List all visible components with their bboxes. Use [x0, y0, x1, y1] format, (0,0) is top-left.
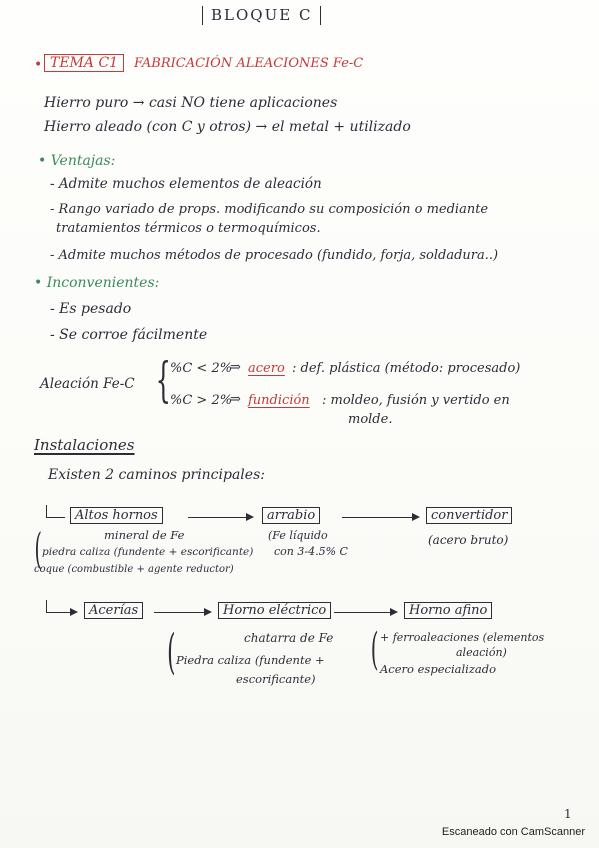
route2-arrow-0 [64, 612, 76, 613]
route2-arrow-2 [334, 612, 396, 613]
route1-input: mineral de Fe [104, 528, 185, 542]
inconvenientes-item: - Se corroe fácilmente [50, 327, 208, 343]
aleacion-brace: { [155, 352, 171, 408]
route2-arrow-1 [154, 612, 210, 613]
scanner-watermark: Escaneado con CamScanner [441, 826, 585, 838]
aleacion-row1-desc: : def. plástica (método: procesado) [292, 361, 521, 376]
ventajas-item: - Admite muchos elementos de aleación [50, 176, 322, 192]
route2-electrico-brace: ( [167, 624, 176, 680]
route1-box-convertidor: convertidor [426, 507, 512, 524]
route2-afino-note: Acero especializado [380, 662, 497, 676]
aleacion-label: Aleación Fe-C [40, 376, 135, 392]
aleacion-row2-desc-cont: molde. [348, 412, 393, 427]
intro-line-1: Hierro puro → casi NO tiene aplicaciones [44, 95, 338, 111]
inconvenientes-heading: • Inconvenientes: [34, 275, 160, 291]
route1-input: piedra caliza (fundente + escorificante) [42, 546, 254, 558]
arrow-implies-icon: ⇒ [230, 360, 241, 375]
intro-line-2: Hierro aleado (con C y otros) → el metal + utilizado [44, 119, 411, 135]
route2-start-hook [46, 600, 65, 613]
route2-afino-note: aleación) [456, 646, 507, 659]
route1-arrow-2 [342, 517, 418, 518]
route1-arrow-1 [188, 517, 252, 518]
topic-bullet: • [34, 57, 43, 73]
route2-afino-note: + ferroaleaciones (elementos [380, 631, 545, 644]
arrow-implies-icon: ⇒ [230, 392, 241, 407]
route1-box-arrabio: arrabio [262, 507, 320, 524]
route2-box-horno-electrico: Horno eléctrico [218, 602, 331, 619]
route1-start-hook [46, 505, 65, 518]
route2-electrico-note: escorificante) [236, 672, 316, 686]
route1-input: coque (combustible + agente reductor) [34, 564, 234, 575]
route2-box-acerias: Acerías [84, 602, 143, 619]
ventajas-heading: • Ventajas: [38, 153, 116, 169]
route1-box-altos-hornos: Altos hornos [70, 507, 163, 524]
aleacion-row2-desc: : moldeo, fusión y vertido en [322, 393, 510, 408]
route2-electrico-note: chatarra de Fe [244, 631, 334, 645]
ventajas-item: - Rango variado de props. modificando su composición o mediante [50, 202, 489, 217]
ventajas-item: tratamientos térmicos o termoquímicos. [56, 221, 321, 236]
ventajas-item: - Admite muchos métodos de procesado (fundido, forja, soldadura..) [50, 248, 499, 263]
aleacion-row2-term: fundición [248, 393, 310, 408]
route2-electrico-note: Piedra caliza (fundente + [176, 653, 325, 667]
topic-code: TEMA C1 [44, 54, 124, 72]
aleacion-row2-cond: %C > 2% [170, 393, 233, 408]
instalaciones-subtitle: Existen 2 caminos principales: [48, 467, 265, 483]
aleacion-row1-cond: %C < 2% [170, 361, 233, 376]
page-number: 1 [564, 807, 572, 821]
route1-arrabio-note: con 3-4.5% C [274, 545, 348, 558]
route2-afino-brace: ( [370, 624, 379, 675]
instalaciones-heading: Instalaciones [34, 436, 135, 454]
block-title: BLOQUE C [202, 6, 321, 25]
route1-convertidor-note: (acero bruto) [428, 533, 509, 547]
topic-title: FABRICACIÓN ALEACIONES Fe-C [134, 56, 364, 71]
route2-box-horno-afino: Horno afino [404, 602, 492, 619]
aleacion-row1-term: acero [248, 361, 285, 376]
route1-inputs-brace: ( [34, 524, 42, 573]
route1-arrabio-note: (Fe líquido [268, 529, 328, 542]
inconvenientes-item: - Es pesado [50, 301, 132, 317]
